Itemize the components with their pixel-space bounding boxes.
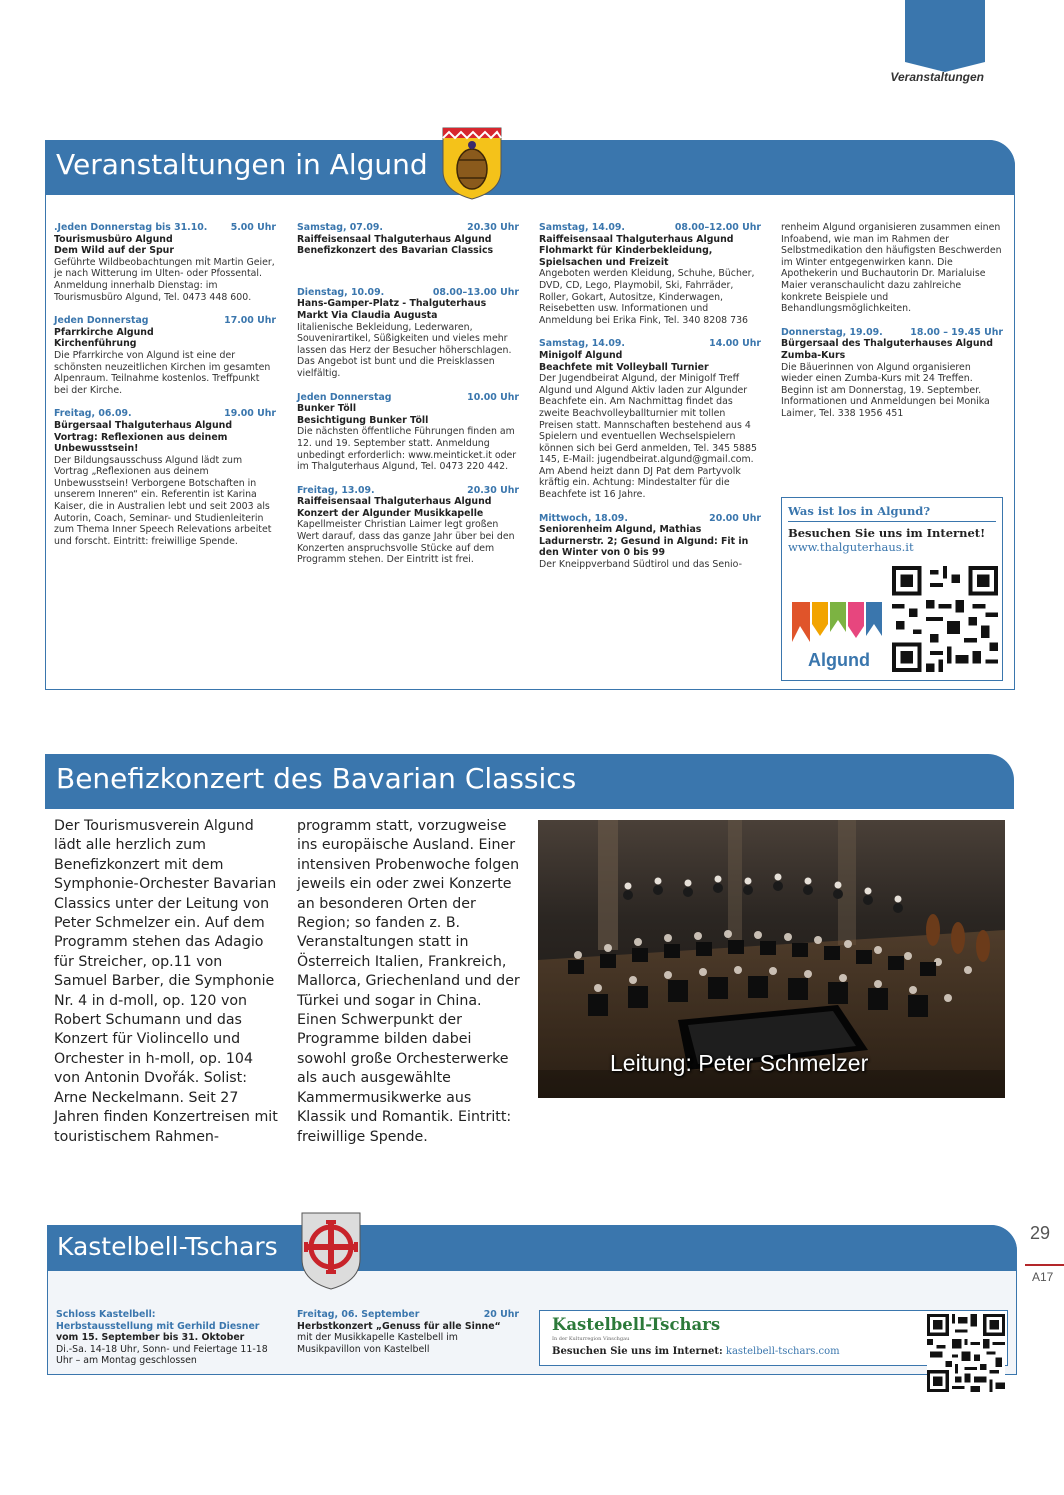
- kastelbell-logo: Kastelbell-Tschars: [552, 1315, 721, 1334]
- event-item: Donnerstag, 19.09. 18.00 – 19.45 Uhr Bürgersaal des Thalguterhauses Algund Zumba-Kurs Die Bäuerinnen von Algund organisieren wieder einen Zumba-Kurs mit 24 Treffen. Beginn ist am Donnerstag, 19. September. Informationen und Anmeldungen bei Monika Laimer, Tel. 338 1956 451: [781, 326, 1003, 419]
- algund-col-3: [539, 222, 761, 583]
- algund-crest-icon: [441, 126, 503, 201]
- kastelbell-banner: [47, 1225, 1017, 1271]
- kastelbell-title: Kastelbell-Tschars: [57, 1232, 278, 1261]
- info-visit-label: Besuchen Sie uns im Internet!: [788, 526, 986, 540]
- algund-col-1: [54, 222, 276, 559]
- orchestra-photo: [538, 820, 1005, 1098]
- info-divider: [788, 521, 996, 522]
- qr-code-icon[interactable]: [892, 566, 998, 672]
- event-item: renheim Algund organisieren zusammen einen Infoabend, wie man im Rahmen der Selbstmedikation den häufigsten Beschwerden im Winter entgegenwirken kann. Die Apothekerin und Buchautorin Dr. Marialuise Maier veranschaulicht dazu zahlreiche konkrete Beispiele und Behandlungsmöglichkeiten.: [781, 222, 1002, 315]
- kastelbell-col-1: Schloss Kastelbell: Herbstausstellung mit Gerhild Diesner vom 15. September bis 31. Oktober Di.-Sa. 14-18 Uhr, Sonn- und Feiertage 11-18 Uhr – am Montag geschlossen: [56, 1309, 268, 1367]
- page-number-rule: [1025, 1264, 1064, 1266]
- bavarian-text-col-2: programm statt, vorzugweise ins europäische Ausland. Einer intensiven Probenwoche folgen jeweils ein oder zwei Konzerte an besonderen Orten der Region; so fanden z. B. Veranstaltungen statt in Österreich Italien, Frankreich, Mallorca, Griechenland und der Türkei und sogar in China. Einen Schwerpunkt der Programme bilden dabei sowohl große Orchesterwerke als auch ausgewählte Kammermusikwerke aus Klassik und Romantik. Eintritt: freiwillige Spende.: [297, 818, 520, 1145]
- kastelbell-website-link[interactable]: kastelbell-tschars.com: [725, 1346, 840, 1357]
- bavarian-title: Benefizkonzert des Bavarian Classics: [56, 762, 577, 795]
- algund-title: Veranstaltungen in Algund: [56, 148, 428, 181]
- photo-caption: Leitung: Peter Schmelzer: [610, 1050, 869, 1076]
- algund-info-box: [781, 497, 1003, 681]
- event-item: .Jeden Donnerstag bis 31.10. 5.00 Uhr Tourismusbüro Algund Dem Wild auf der Spur Geführte Wildbeobachtungen mit Martin Geier, je nach Witterung im Ulten- oder Pfossental. Anmeldung innerhalb Dienstag: im Tourismusbüro Algund, Tel. 0473 448 600.: [54, 222, 276, 303]
- info-website-link[interactable]: www.thalguterhaus.it: [788, 540, 914, 554]
- qr-code-icon[interactable]: [927, 1314, 1005, 1392]
- algund-logo: [788, 596, 886, 676]
- kastelbell-visit-label: Besuchen Sie uns im Internet:: [552, 1346, 723, 1357]
- event-item: Freitag, 13.09. 20.30 Uhr Raiffeisensaal Thalguterhaus Algund Konzert der Algunder Musikkapelle Kapellmeister Christian Laimer legt großen Wert darauf, dass das ganze Jahr über bei den Konzerten anspruchsvolle Stücke auf dem Programm stehen. Der Eintritt ist frei.: [297, 484, 519, 566]
- event-item: Jeden Donnerstag 10.00 Uhr Bunker Töll Besichtigung Bunker Töll Die nächsten öffentliche Führungen finden am 12. und 19. September statt. Anmeldung unbedingt erforderlich: www.meinticket.it oder im Thalguterhaus Algund, Tel. 0473 220 442.: [297, 391, 519, 473]
- top-tab-marker: [905, 0, 985, 62]
- section-label: Veranstaltungen: [890, 70, 984, 84]
- algund-banner: [45, 140, 1015, 195]
- event-item: Freitag, 06.09. 19.00 Uhr Bürgersaal Thalguterhaus Algund Vortrag: Reflexionen aus deinem Unbewusstsein! Der Bildungsausschuss Algund lädt zum Vortrag „Reflexionen aus deinem Unbewusstsein! Verborgene Botschaften in unserem Inneren“ ein. Referentin ist Karina Kaiser, die in Australien lebt und seit 2003 als Autorin, Coach, Seminar- und Studienleiterin zum Thema Inner Speech Relevations arbeitet und forscht. Eintritt: freiwillige Spende.: [54, 408, 276, 547]
- event-item: Jeden Donnerstag 17.00 Uhr Pfarrkirche Algund Kirchenführung Die Pfarrkirche von Algund ist eine der schönsten neuzeitlichen Kirchen im gesamten Alpenraum. Teilnahme kostenlos. Treffpunkt bei der Kirche.: [54, 315, 276, 396]
- event-item: Mittwoch, 18.09. 20.00 Uhr Seniorenheim Algund, Mathias Ladurnerstr. 2; Gesund in Algund: Fit in den Winter von 0 bis 99 Der Kneippverband Südtirol und das Senio-: [539, 512, 761, 571]
- info-question: Was ist los in Algund?: [788, 504, 931, 518]
- kastelbell-logo-subtitle: In der Kulturregion Vinschgau: [552, 1336, 630, 1342]
- bavarian-text-col-1: Der Tourismusverein Algund lädt alle herzlich zum Benefizkonzert mit dem Symphonie-Orchester Bavarian Classics unter der Leitung von Peter Schmelzer ein. Auf dem Programm stehen das Adagio für Streicher, op.11 von Samuel Barber, die Symphonie Nr. 4 in d-moll, op. 120 von Robert Schumann und das Konzert für Violincello und Orchester in h-moll, op. 104 von Antonin Dvořák. Solist: Arne Neckelmann. Seit 27 Jahren finden Konzertreisen mit touristischem Rahmen-: [54, 818, 278, 1145]
- event-item: Dienstag, 10.09. 08.00–13.00 Uhr Hans-Gamper-Platz - Thalguterhaus Markt Via Claudia Augusta Iitalienische Bekleidung, Lederwaren, Souvenirartikel, Süßigkeiten und vieles mehr lassen das Herz der Besucher höherschlagen. Das Angebot ist bunt und die Preisklassen vielfältig.: [297, 286, 519, 379]
- bavarian-banner: [45, 754, 1014, 809]
- event-item: Samstag, 14.09. 08.00–12.00 Uhr Raiffeisensaal Thalguterhaus Algund Flohmarkt für Kinderbekleidung, Spielsachen und Freizeit Angeboten werden Kleidung, Schuhe, Bücher, DVD, CD, Lego, Playmobil, Ski, Fahrräder, Roller, Gokart, Autositze, Kinderwagen, Reisebetten usw. Informationen und Anmeldung bei Erika Fink, Tel. 340 8208 736: [539, 222, 761, 326]
- algund-logo-icon: [788, 596, 886, 652]
- kastelbell-col-2: Freitag, 06. September 20 Uhr Herbstkonzert „Genuss für alle Sinne“ mit der Musikkapelle Kastelbell im Musikpavillon von Kastelbell: [297, 1309, 519, 1355]
- kastelbell-crest-icon: [300, 1211, 362, 1291]
- page-code: A17: [1032, 1270, 1054, 1284]
- event-item: Samstag, 07.09. 20.30 Uhr Raiffeisensaal Thalguterhaus Algund Benefizkonzert des Bavarian Classics: [297, 222, 519, 257]
- algund-col-2: [297, 222, 519, 578]
- page-number: 29: [1030, 1223, 1051, 1243]
- algund-col-4: [781, 222, 1003, 432]
- algund-logo-label: Algund: [808, 650, 870, 670]
- event-item: Samstag, 14.09. 14.00 Uhr Minigolf Algund Beachfete mit Volleyball Turnier Der Jugendbeirat Algund, der Minigolf Treff Algund und Algund Aktiv laden zur Algunder Beachfete ein. Am Nachmittag findet das zweite Beachvolleyballturnier mit tollen Preisen statt. Mannschaften bestehend aus 4 Spielern und eventuellen Wechselspielern können sich bei Gerd anmelden, Tel. 345 5885 145, E-Mail: jugendbeirat.algund@gmail.com. Am Abend heizt dann DJ Pat dem Partyvolk kräftig ein. Achtung: Mindestalter für die Beachfete ist 16 Jahre.: [539, 338, 761, 501]
